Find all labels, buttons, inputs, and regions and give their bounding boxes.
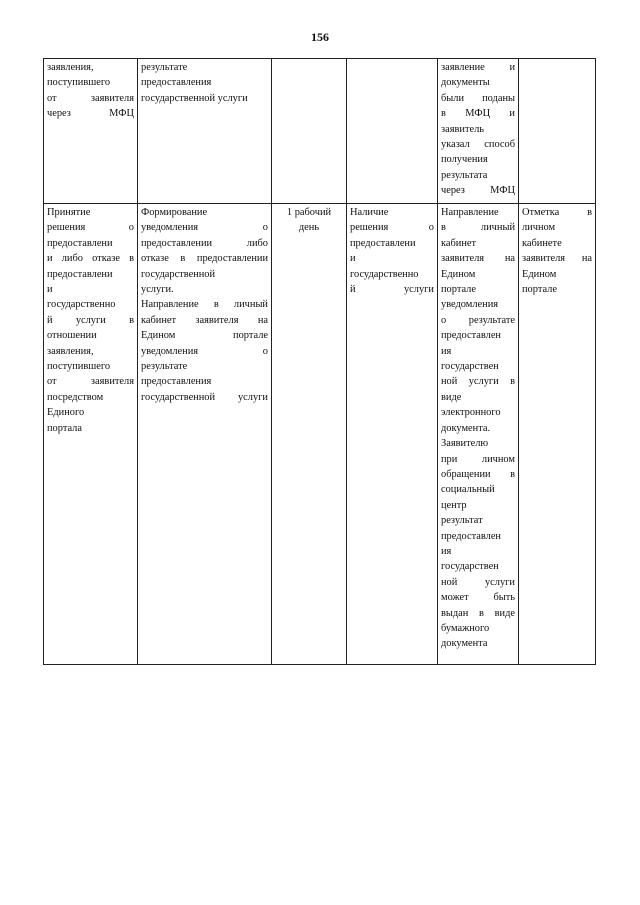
cell-line: от заявителя — [47, 376, 134, 388]
cell-line: портале — [441, 284, 476, 296]
cell-line: при личном — [441, 453, 515, 465]
cell-line: Едином — [522, 268, 557, 280]
cell-line: через МФЦ — [47, 108, 134, 120]
cell-line: Принятие — [47, 207, 91, 218]
cell-line: государственной услуги — [141, 92, 248, 104]
cell-line: в МФЦ и — [441, 108, 515, 120]
cell-line: результате — [141, 62, 188, 73]
cell-action — [138, 204, 272, 665]
cell-line: уведомления о — [141, 345, 268, 357]
cell-line: заявителя на — [441, 253, 515, 265]
cell-duration — [272, 204, 347, 665]
cell-line: выдан в виде — [441, 607, 515, 619]
cell-line: Направление в личный — [141, 299, 268, 311]
cell-line: день — [298, 222, 320, 234]
cell-line: о результате — [441, 314, 515, 326]
cell-result — [438, 59, 519, 204]
cell-line: отказе в предоставлении — [141, 253, 268, 265]
cell-line: Заявителю — [441, 438, 489, 450]
cell-line: Единого — [47, 407, 85, 419]
procedure-table — [43, 58, 596, 665]
cell-line: заявления, — [47, 62, 94, 73]
cell-line: кабинет заявителя на — [141, 314, 268, 326]
cell-action — [138, 59, 272, 204]
cell-line: и либо отказе в — [47, 253, 134, 265]
cell-line: личном — [522, 222, 556, 234]
cell-line: уведомления о — [141, 222, 268, 234]
cell-line: решения о — [47, 222, 134, 234]
cell-line: предоставлен — [441, 530, 501, 542]
cell-line: указал способ — [441, 139, 515, 151]
cell-line: бумажного — [441, 622, 490, 634]
cell-line: кабинет — [441, 237, 477, 249]
cell-line: заявителя на — [522, 253, 592, 265]
cell-line: ной услуги — [441, 576, 515, 588]
cell-line: результата — [441, 169, 488, 181]
cell-line: Наличие — [350, 207, 389, 218]
cell-line: может быть — [441, 592, 515, 604]
cell-line: Направление — [441, 207, 499, 218]
page-number: 156 — [311, 30, 329, 44]
cell-line: ной услуги в — [441, 376, 515, 388]
cell-line: Отметка в — [522, 207, 592, 218]
table-row — [44, 59, 596, 204]
cell-line: й услуги в — [47, 314, 134, 326]
cell-line: получения — [441, 154, 488, 166]
cell-line: Едином — [441, 268, 476, 280]
cell-line: поступившего — [47, 361, 111, 373]
cell-duration — [272, 59, 347, 204]
cell-line: предоставлен — [441, 330, 501, 342]
cell-line: поступившего — [47, 77, 111, 89]
cell-line: и — [350, 253, 356, 265]
cell-line: ия — [441, 545, 452, 557]
cell-line: предоставлени — [47, 268, 113, 280]
cell-line: результат — [441, 515, 483, 527]
cell-line: в личный — [441, 222, 515, 234]
cell-line: государствен — [441, 561, 499, 573]
cell-line: 1 рабочий — [286, 207, 332, 218]
table-row — [44, 204, 596, 665]
cell-line: результате — [141, 361, 188, 373]
cell-line: Формирование — [141, 207, 208, 218]
cell-line: уведомления — [441, 299, 499, 311]
cell-line: заявления, — [47, 345, 94, 357]
cell-line: через МФЦ — [441, 185, 515, 197]
cell-line: государствен — [441, 361, 499, 373]
cell-line: от заявителя — [47, 92, 134, 104]
cell-line: предоставления — [141, 376, 212, 388]
cell-line: предоставлени — [47, 237, 113, 249]
cell-line: отношении — [47, 330, 97, 342]
cell-line: заявитель — [441, 123, 485, 135]
cell-line: электронного — [441, 407, 501, 419]
cell-line: ия — [441, 345, 452, 357]
cell-line: социальный — [441, 484, 495, 496]
cell-line: кабинете — [522, 237, 562, 249]
cell-line: государственной услуги — [141, 391, 268, 403]
cell-line: портале — [522, 284, 557, 296]
cell-line: портала — [47, 422, 82, 434]
cell-criteria — [347, 204, 438, 665]
cell-line: документы — [441, 77, 490, 89]
cell-record — [519, 204, 596, 665]
cell-line: посредством — [47, 391, 104, 403]
cell-line: обращении в — [441, 468, 515, 480]
cell-record — [519, 59, 596, 204]
cell-line: услуги. — [141, 284, 174, 296]
cell-line: были поданы — [441, 92, 515, 104]
cell-line: предоставления — [141, 77, 212, 89]
cell-line: документа. — [441, 422, 491, 434]
cell-result — [438, 204, 519, 665]
cell-line: предоставлени — [350, 237, 416, 249]
cell-line: Едином портале — [141, 330, 268, 342]
cell-line: решения о — [350, 222, 434, 234]
cell-criteria — [347, 59, 438, 204]
cell-line: и — [47, 284, 53, 296]
cell-line: государственной — [141, 268, 216, 280]
cell-line: заявление и — [441, 62, 515, 73]
cell-procedure — [44, 204, 138, 665]
cell-line: государственно — [47, 299, 116, 311]
cell-line: виде — [441, 391, 462, 403]
cell-line: предоставлении либо — [141, 237, 268, 249]
cell-line: й услуги — [350, 284, 434, 296]
cell-procedure — [44, 59, 138, 204]
cell-line: государственно — [350, 268, 419, 280]
cell-line: документа — [441, 638, 488, 650]
cell-line: центр — [441, 499, 467, 511]
